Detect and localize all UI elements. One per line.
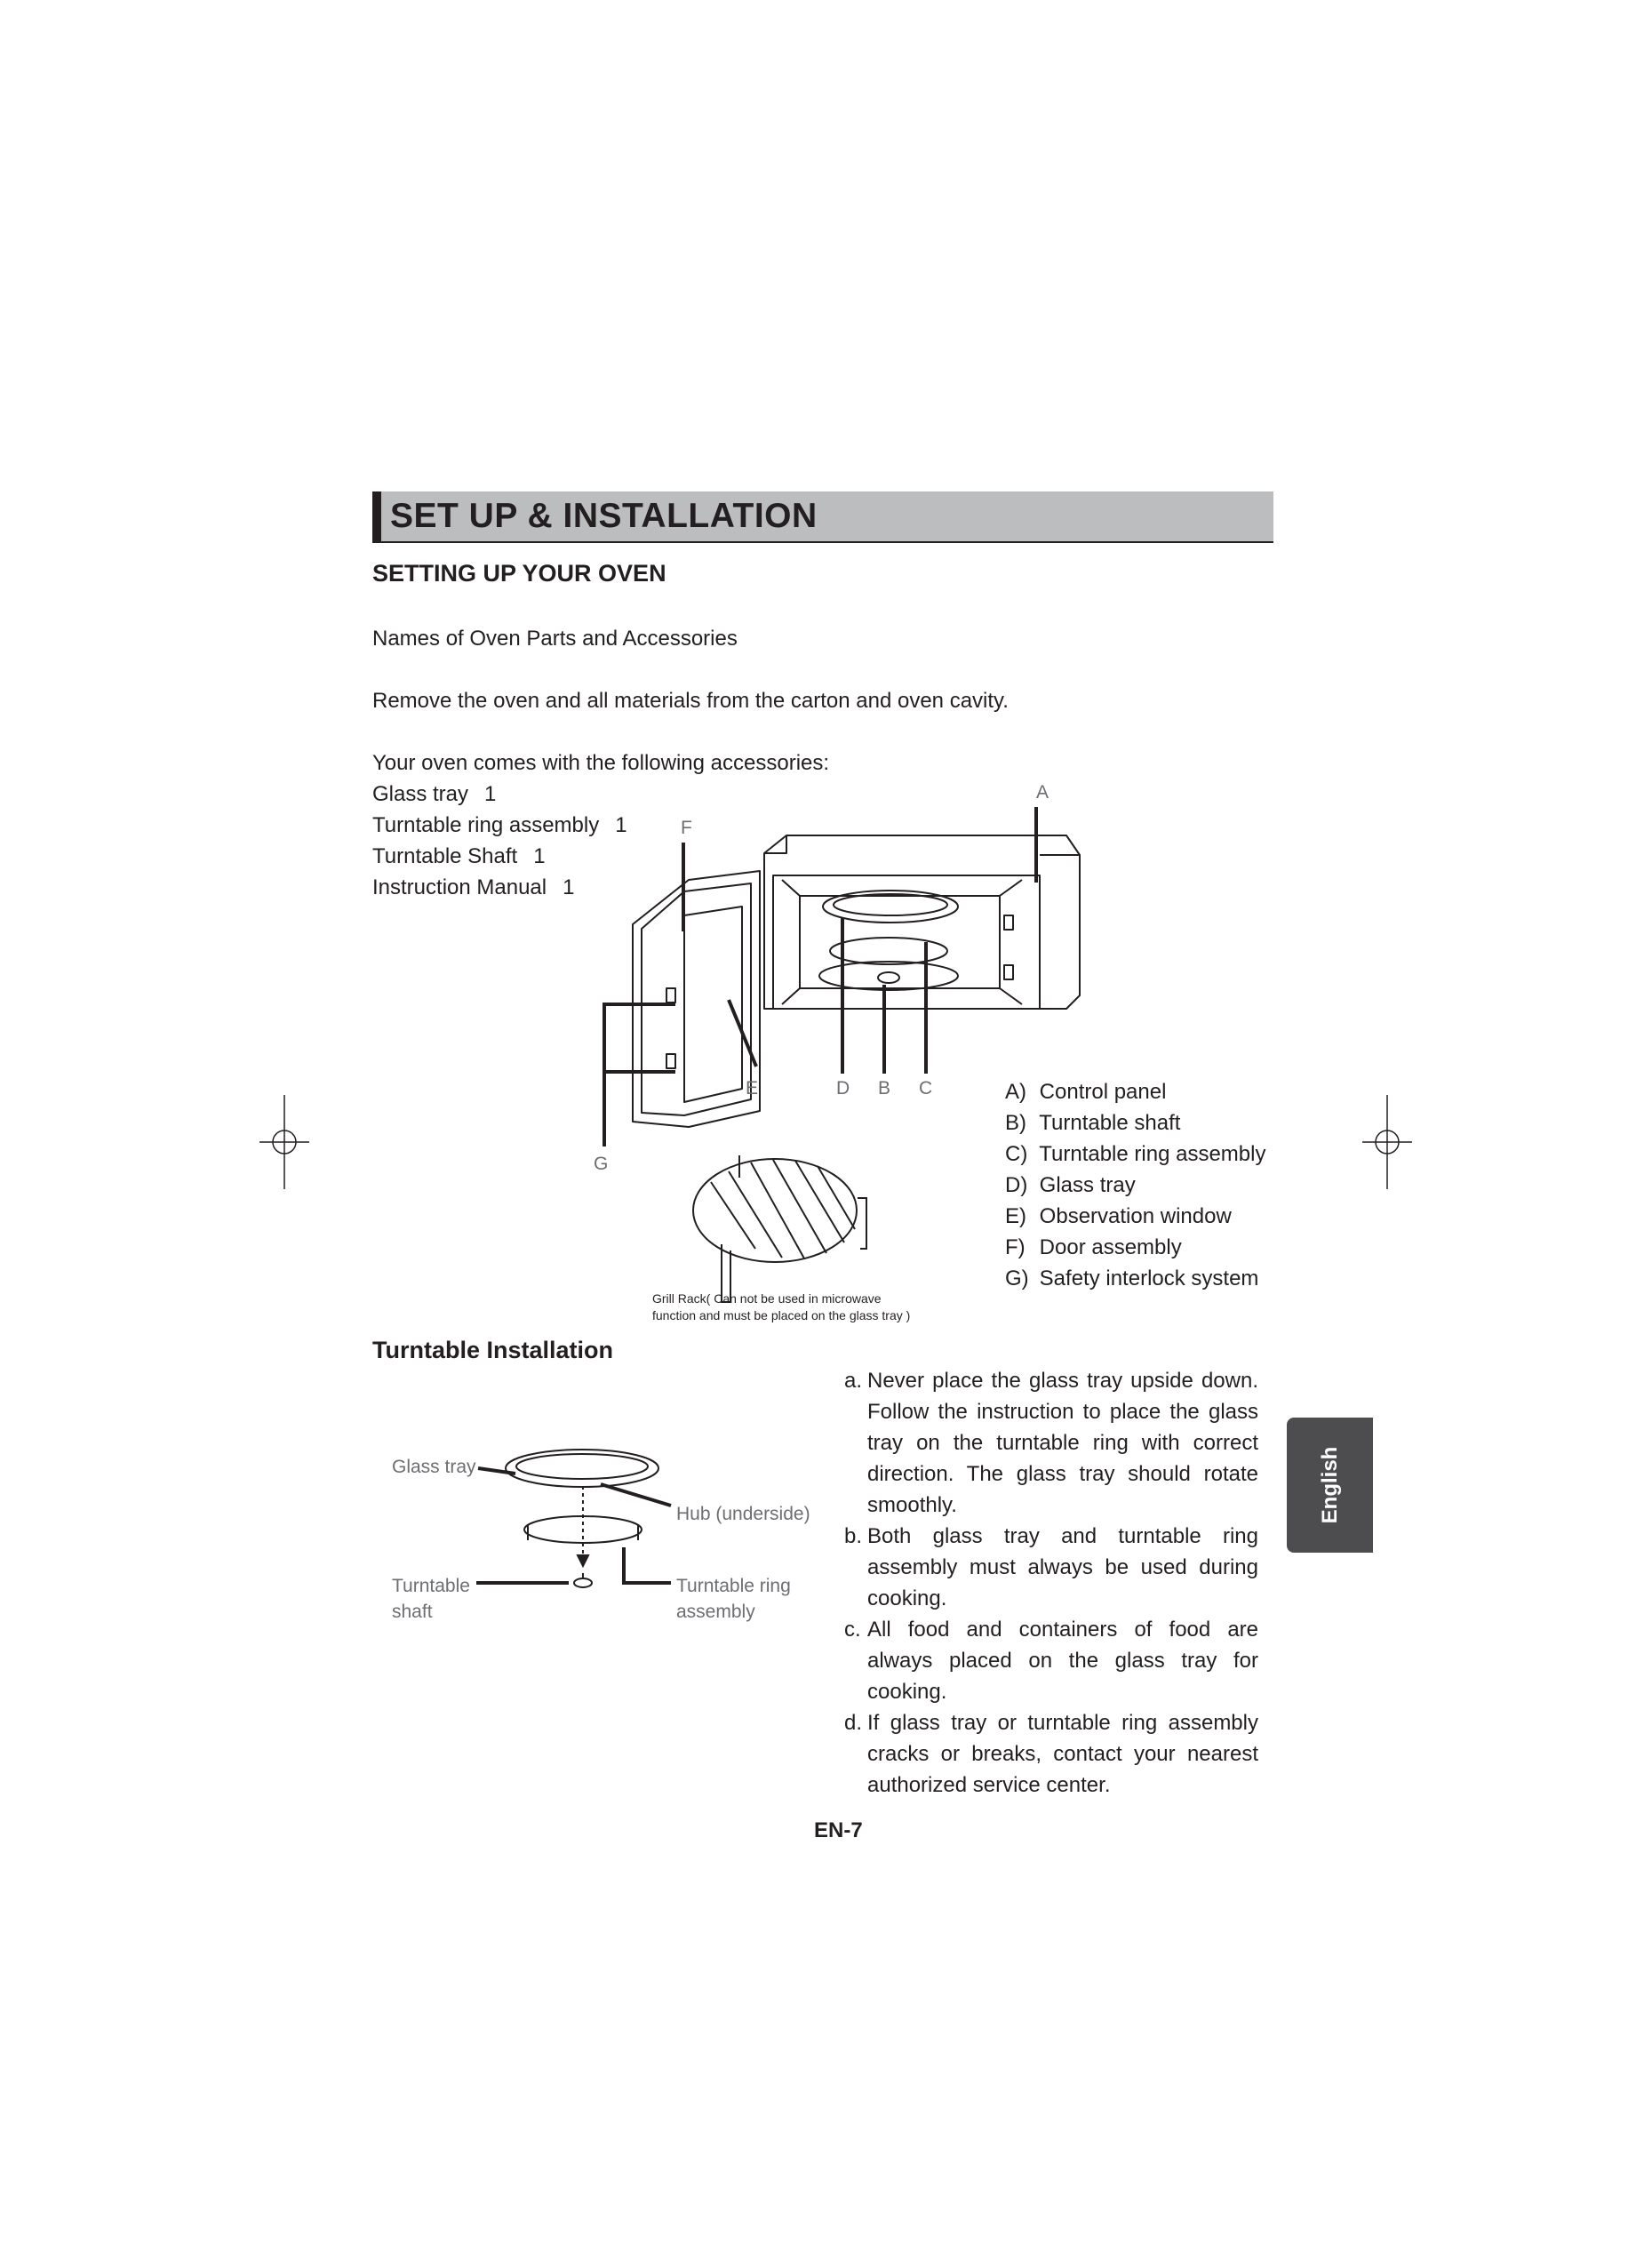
legend-label: Control panel: [1039, 1080, 1167, 1104]
callout-b-label: B: [878, 1078, 891, 1099]
label-hub: Hub (underside): [676, 1504, 810, 1524]
section-title: SET UP & INSTALLATION: [390, 497, 818, 535]
callout-c-label: C: [919, 1078, 933, 1099]
latch-slot-upper: [1004, 915, 1013, 930]
accessory-qty: 1: [533, 844, 546, 868]
turntable-diagram: [506, 1450, 658, 1587]
label-glass-tray: Glass tray: [392, 1457, 476, 1477]
legend-item: [1005, 1232, 1265, 1263]
instruction-text: All food and containers of food are always placed on the glass tray for cooking.: [867, 1618, 1258, 1704]
grill-leg-right: [858, 1198, 866, 1249]
legend-label: Door assembly: [1039, 1235, 1182, 1259]
door-latch-lower: [666, 1054, 675, 1068]
page-number: EN-7: [814, 1818, 863, 1842]
label-turntable-ring: [676, 1573, 791, 1625]
label-turntable-ring-line: assembly: [676, 1602, 755, 1622]
turntable-heading: Turntable Installation: [372, 1337, 614, 1363]
instruction-marker: c.: [844, 1618, 861, 1642]
grill-rack-drawing: [693, 1155, 866, 1302]
accessory-name: Turntable ring assembly: [372, 813, 600, 837]
down-arrow: [578, 1555, 588, 1566]
callout-glass-tray: [478, 1468, 515, 1474]
instruction-item: [844, 1365, 1258, 1521]
grill-bar: [795, 1161, 844, 1242]
callout-f-label: F: [681, 818, 692, 838]
label-turntable-shaft-line: shaft: [392, 1602, 433, 1622]
accessory-qty: 1: [615, 813, 627, 837]
legend-key: B): [1005, 1111, 1026, 1135]
cavity-floor-ring: [819, 962, 958, 990]
grill-bar: [773, 1160, 826, 1253]
instruction-marker: a.: [844, 1369, 863, 1393]
accessory-qty: 1: [484, 782, 497, 806]
turntable-glass-tray-inner: [516, 1454, 648, 1479]
legend-key: C): [1005, 1142, 1028, 1166]
callout-a-label: A: [1036, 782, 1049, 803]
language-tab: [1287, 1418, 1373, 1553]
legend-key: G): [1005, 1266, 1029, 1290]
legend-item: [1005, 1107, 1265, 1138]
language-tab-label: English: [1317, 1446, 1342, 1524]
label-turntable-shaft: [392, 1573, 470, 1625]
accessories-intro: Your oven comes with the following accessories:: [372, 751, 830, 775]
grill-bar: [729, 1171, 782, 1258]
callout-hub: [601, 1484, 671, 1506]
legend-label: Glass tray: [1039, 1173, 1136, 1197]
callout-e-label: E: [746, 1078, 759, 1099]
legend-label: Turntable shaft: [1039, 1111, 1181, 1135]
instruction-text: Never place the glass tray upside down. Follow the instruction to place the glass tray on the turntable ring with correct direction. The glass tray should rotate smoothly.: [867, 1369, 1258, 1517]
turntable-instructions: [844, 1365, 1258, 1801]
instruction-item: [844, 1521, 1258, 1614]
grill-rack-caption-line: function and must be placed on the glass tray ): [652, 1308, 911, 1322]
accessory-name: Instruction Manual: [372, 875, 547, 899]
label-turntable-ring-line: Turntable ring: [676, 1576, 791, 1596]
legend-label: Turntable ring assembly: [1039, 1142, 1266, 1166]
turntable-glass-tray: [506, 1450, 658, 1487]
turntable-ring-shape: [830, 938, 947, 964]
instruction-text: Both glass tray and turntable ring assembly must always be used during cooking.: [867, 1524, 1258, 1610]
remove-materials-line: Remove the oven and all materials from the carton and oven cavity.: [372, 689, 1009, 713]
legend-item: [1005, 1201, 1265, 1232]
grill-rack-caption-line: Grill Rack( Can not be used in microwave: [652, 1291, 882, 1306]
accessory-name: Glass tray: [372, 782, 469, 806]
legend-label: Safety interlock system: [1039, 1266, 1259, 1290]
instruction-item: [844, 1614, 1258, 1707]
legend-key: F): [1005, 1235, 1026, 1259]
observation-window-shape: [684, 907, 742, 1102]
turntable-shaft-drawing: [574, 1578, 592, 1587]
legend-key: A): [1005, 1080, 1026, 1104]
callout-d-label: D: [836, 1078, 850, 1099]
callout-ring: [624, 1547, 671, 1583]
legend-key: E): [1005, 1204, 1026, 1228]
parts-legend: [1005, 1076, 1265, 1294]
instruction-marker: b.: [844, 1524, 863, 1548]
legend-item: [1005, 1170, 1265, 1201]
instruction-marker: d.: [844, 1711, 863, 1735]
oven-body: [764, 835, 1080, 1009]
names-of-parts-line: Names of Oven Parts and Accessories: [372, 627, 738, 651]
glass-tray-inner: [834, 894, 947, 915]
grill-bar: [711, 1182, 755, 1249]
legend-item: [1005, 1138, 1265, 1170]
setting-up-heading: SETTING UP YOUR OVEN: [372, 560, 666, 587]
accessory-qty: 1: [563, 875, 575, 899]
instruction-text: If glass tray or turntable ring assembly cracks or breaks, contact your nearest authorized service center.: [867, 1711, 1258, 1797]
turntable-shaft-shape: [878, 972, 899, 983]
door-latch-upper: [666, 988, 675, 1003]
label-turntable-shaft-line: Turntable: [392, 1576, 470, 1596]
grill-bar: [751, 1162, 804, 1258]
legend-key: D): [1005, 1173, 1028, 1197]
callout-g-label: G: [594, 1154, 609, 1174]
legend-item: [1005, 1263, 1265, 1294]
legend-item: [1005, 1076, 1265, 1107]
accessory-name: Turntable Shaft: [372, 844, 518, 868]
grill-rack-caption: [652, 1290, 910, 1324]
latch-slot-lower: [1004, 965, 1013, 979]
legend-label: Observation window: [1039, 1204, 1232, 1228]
instruction-item: [844, 1707, 1258, 1801]
door-inner-frame: [642, 883, 751, 1115]
